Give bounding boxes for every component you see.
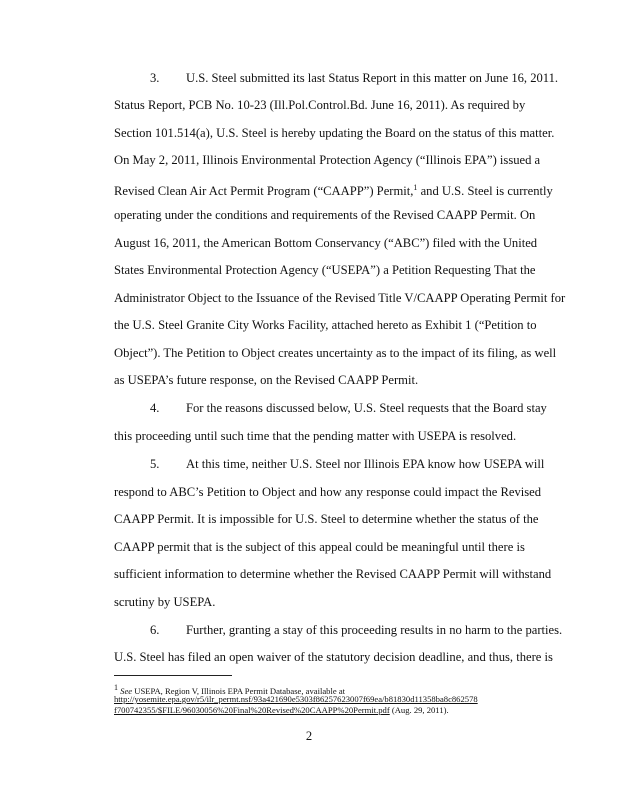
paragraph-line: U.S. Steel submitted its last Status Report in this matter on June 16, 2011. — [186, 71, 559, 85]
paragraph-line: At this time, neither U.S. Steel nor Illinois EPA know how USEPA will — [186, 457, 545, 471]
footnote-line — [114, 705, 449, 715]
paragraph-line-text: Revised Clean Air Act Permit Program (“CAAPP”) Permit, — [114, 184, 414, 199]
paragraph-line: Status Report, PCB No. 10-23 (Ill.Pol.Control.Bd. June 16, 2011). As required by — [114, 98, 526, 112]
paragraph-number: 6. — [150, 623, 160, 637]
footnote-mark: 1 — [114, 683, 118, 692]
paragraph-line: Further, granting a stay of this proceeding results in no harm to the parties. — [186, 623, 563, 637]
paragraph-line: CAAPP Permit. It is impossible for U.S. Steel to determine whether the status of the — [114, 512, 539, 526]
footnote-link[interactable]: http://yosemite.epa.gov/r5/ilr_permt.nsf/93a421690e5303f86257623007f69ea/b81830d11358ba8c862578 — [114, 694, 478, 704]
footnote-date: (Aug. 29, 2011). — [389, 705, 449, 715]
paragraph-line-tail: and U.S. Steel is currently — [417, 184, 553, 199]
paragraph-line: Administrator Object to the Issuance of the Revised Title V/CAAPP Operating Permit for — [114, 291, 566, 305]
paragraph-number: 5. — [150, 457, 160, 471]
footnote-reference: 1 — [413, 183, 418, 192]
paragraph-line: Object”). The Petition to Object creates uncertainty as to the impact of its filing, as well — [114, 346, 557, 360]
paragraph-line: respond to ABC’s Petition to Object and how any response could impact the Revised — [114, 485, 542, 499]
paragraph-line: operating under the conditions and requirements of the Revised CAAPP Permit. On — [114, 208, 536, 222]
paragraph-line: scrutiny by USEPA. — [114, 595, 216, 609]
paragraph-line: On May 2, 2011, Illinois Environmental Protection Agency (“Illinois EPA”) issued a — [114, 153, 541, 167]
footnote-text: USEPA, Region V, Illinois EPA Permit Database, available at — [132, 685, 346, 696]
paragraph-number: 4. — [150, 401, 160, 415]
paragraph-line — [114, 180, 553, 199]
paragraph-line: as USEPA’s future response, on the Revised CAAPP Permit. — [114, 373, 419, 387]
footnote-link[interactable]: f700742355/$FILE/96030056%20Final%20Revised%20CAAPP%20Permit.pdf — [114, 705, 390, 715]
footnote-line — [114, 694, 478, 704]
paragraph-line: For the reasons discussed below, U.S. Steel requests that the Board stay — [186, 401, 547, 415]
paragraph-line: sufficient information to determine whether the Revised CAAPP Permit will withstand — [114, 567, 552, 581]
paragraph-number: 3. — [150, 71, 160, 85]
paragraph-line: this proceeding until such time that the pending matter with USEPA is resolved. — [114, 429, 517, 443]
paragraph-line: August 16, 2011, the American Bottom Conservancy (“ABC”) filed with the United — [114, 236, 538, 250]
paragraph-line: Section 101.514(a), U.S. Steel is hereby updating the Board on the status of this matter. — [114, 126, 555, 140]
footnote-divider — [114, 675, 232, 676]
page-number: 2 — [305, 729, 313, 743]
paragraph-line: States Environmental Protection Agency (“USEPA”) a Petition Requesting That the — [114, 263, 536, 277]
paragraph-line: U.S. Steel has filed an open waiver of the statutory decision deadline, and thus, there is — [114, 650, 553, 664]
paragraph-line: CAAPP permit that is the subject of this appeal could be meaningful until there is — [114, 540, 525, 554]
footnote-signal: See — [120, 685, 133, 696]
paragraph-line: the U.S. Steel Granite City Works Facility, attached hereto as Exhibit 1 (“Petition to — [114, 318, 537, 332]
